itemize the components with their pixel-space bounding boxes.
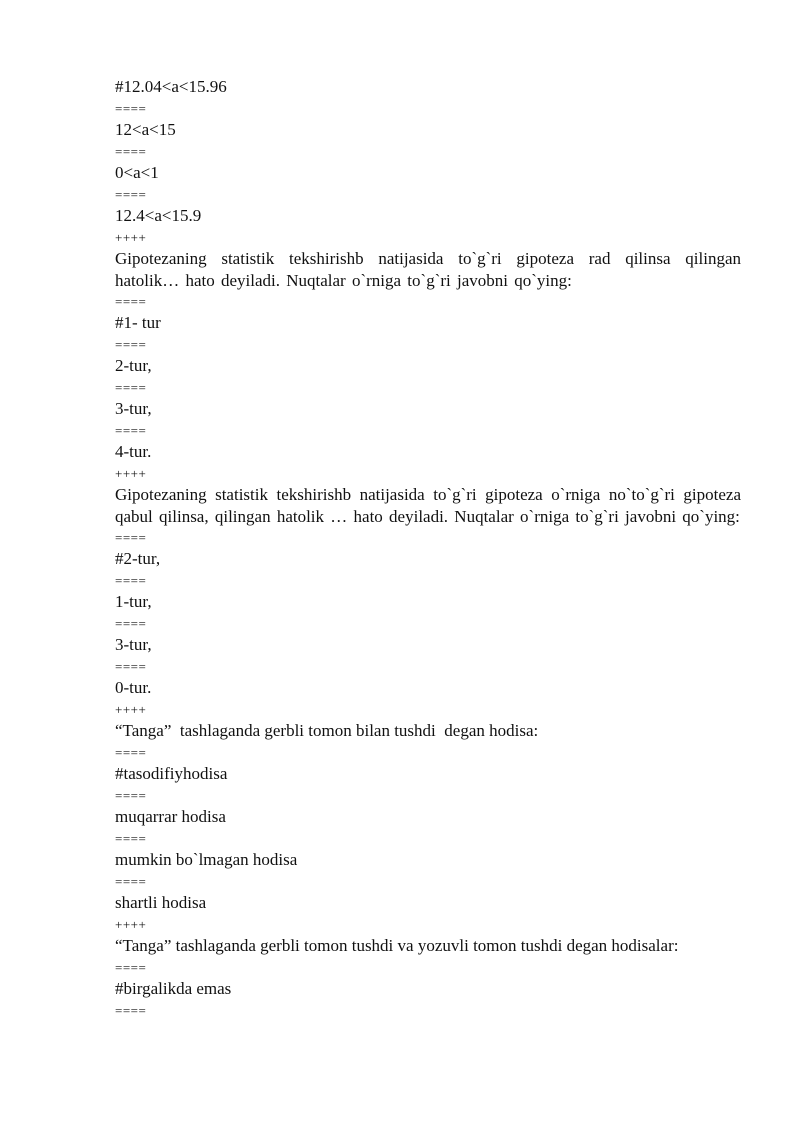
answer-option-correct: #12.04<a<15.96 [115,77,227,96]
answer-option: shartli hodisa [115,893,207,912]
question-separator: ++++ [115,466,147,481]
option-separator: ==== [115,788,147,803]
option-separator: ==== [115,960,147,975]
question-separator: ++++ [115,230,147,245]
option-separator: ==== [115,337,147,352]
answer-option: 12<a<15 [115,120,176,139]
option-separator: ==== [115,423,147,438]
option-separator: ==== [115,831,147,846]
answer-option: 12.4<a<15.9 [115,206,202,225]
option-separator: ==== [115,530,147,545]
option-separator: ==== [115,101,147,116]
answer-option: mumkin bo`lmagan hodisa [115,850,298,869]
question-separator: ++++ [115,917,147,932]
answer-option-correct: #1- tur [115,313,161,332]
answer-option: 3-tur, [115,635,152,654]
answer-option: 3-tur, [115,399,152,418]
answer-option-correct: #birgalikda emas [115,979,232,998]
document-page [115,76,741,1021]
answer-option: 2-tur, [115,356,152,375]
option-separator: ==== [115,294,147,309]
question-text: Gipotezaning statistik tekshirishb natijasida to`g`ri gipoteza rad qilinsa qilingan hatolik… hato deyiladi. Nuqtalar o`rniga to`g`ri javobni qo`ying: [115,249,741,290]
answer-option-correct: #2-tur, [115,549,161,568]
question-text: “Tanga” tashlaganda gerbli tomon bilan tushdi degan hodisa: [115,721,539,740]
option-separator: ==== [115,1003,147,1018]
answer-option-correct: #tasodifiyhodisa [115,764,228,783]
option-separator: ==== [115,573,147,588]
option-separator: ==== [115,659,147,674]
question-separator: ++++ [115,702,147,717]
option-separator: ==== [115,874,147,889]
answer-option: 4-tur. [115,442,152,461]
option-separator: ==== [115,616,147,631]
question-text: “Tanga” tashlaganda gerbli tomon tushdi va yozuvli tomon tushdi degan hodisalar: [115,936,679,955]
answer-option: 1-tur, [115,592,152,611]
answer-option: muqarrar hodisa [115,807,226,826]
option-separator: ==== [115,144,147,159]
answer-option: 0<a<1 [115,163,159,182]
option-separator: ==== [115,187,147,202]
answer-option: 0-tur. [115,678,152,697]
option-separator: ==== [115,380,147,395]
question-text: Gipotezaning statistik tekshirishb natijasida to`g`ri gipoteza o`rniga no`to`g`ri gipoteza qabul qilinsa, qilingan hatolik … hato deyiladi. Nuqtalar o`rniga to`g`ri javobni qo`ying: [115,485,741,526]
option-separator: ==== [115,745,147,760]
